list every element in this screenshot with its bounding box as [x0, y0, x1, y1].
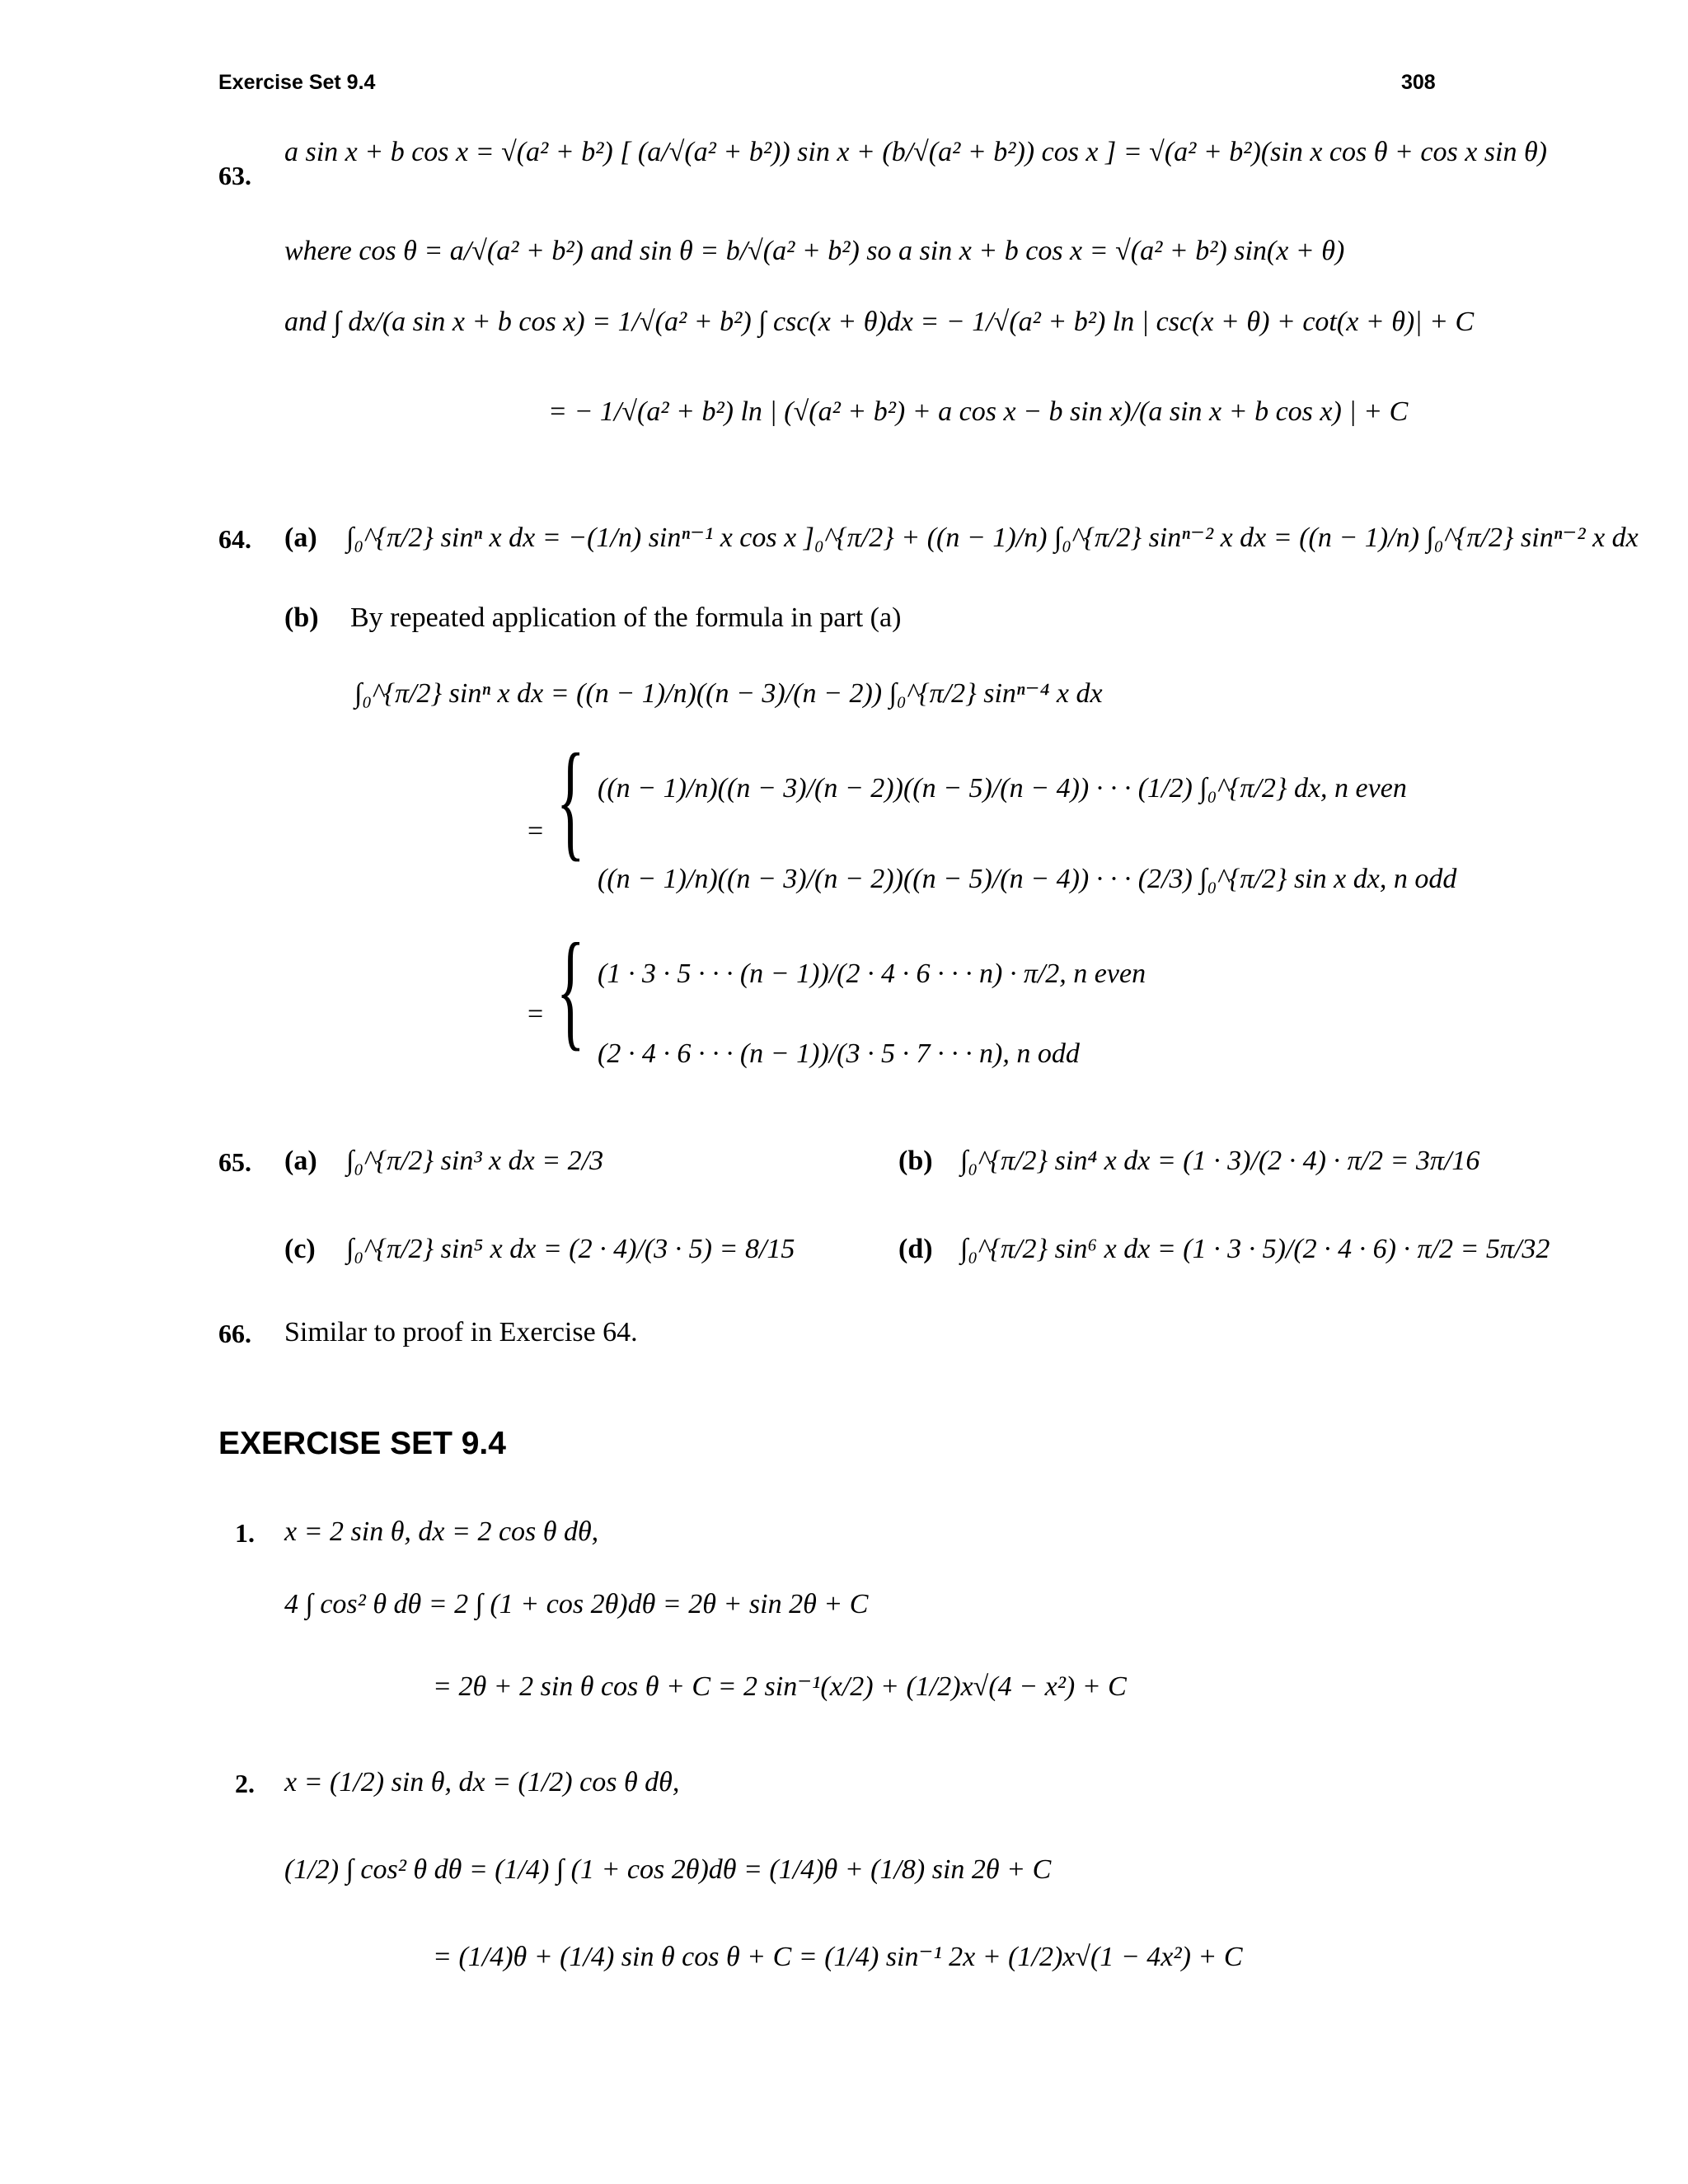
- equals-sign: =: [528, 999, 544, 1029]
- exercise-2-number: 2.: [235, 1769, 255, 1798]
- exercise-64-part-b-text: By repeated application of the formula in part (a): [350, 602, 902, 633]
- running-header-title: Exercise Set 9.4: [218, 71, 376, 94]
- exercise-64-part-b-even-case: ((n − 1)/n)((n − 3)/(n − 2))((n − 5)/(n − 4)) · · · (1/2) ∫₀^{π/2} dx, n even: [598, 773, 1407, 804]
- exercise-65-part-b: ∫₀^{π/2} sin⁴ x dx = (1 · 3)/(2 · 4) · π/2 = 3π/16: [960, 1146, 1480, 1176]
- exercise-66-text: Similar to proof in Exercise 64.: [284, 1317, 638, 1347]
- exercise-65-part-c: ∫₀^{π/2} sin⁵ x dx = (2 · 4)/(3 · 5) = 8/15: [346, 1234, 795, 1264]
- exercise-63-line-1: a sin x + b cos x = √(a² + b²) [ (a/√(a² + b²)) sin x + (b/√(a² + b²)) cos x ] = √(a² + b²)(sin x cos θ + cos x sin θ): [284, 137, 1547, 167]
- exercise-65-part-a-label: (a): [284, 1146, 317, 1176]
- exercise-65-part-d: ∫₀^{π/2} sin⁶ x dx = (1 · 3 · 5)/(2 · 4 · 6) · π/2 = 5π/32: [960, 1234, 1550, 1264]
- exercise-63-line-3: and ∫ dx/(a sin x + b cos x) = 1/√(a² + b²) ∫ csc(x + θ)dx = − 1/√(a² + b²) ln | csc(x + θ) + cot(x + θ)| + C: [284, 307, 1475, 337]
- left-brace: {: [556, 916, 585, 1062]
- exercise-63-number: 63.: [218, 161, 251, 190]
- exercise-65-part-b-label: (b): [898, 1146, 933, 1176]
- exercise-64-part-b-odd-result: (2 · 4 · 6 · · · (n − 1))/(3 · 5 · 7 · · · n), n odd: [598, 1038, 1080, 1069]
- exercise-1-number: 1.: [235, 1518, 255, 1548]
- exercise-64-number: 64.: [218, 524, 251, 554]
- exercise-65-part-a: ∫₀^{π/2} sin³ x dx = 2/3: [346, 1146, 604, 1176]
- exercise-1-line-2: 4 ∫ cos² θ dθ = 2 ∫ (1 + cos 2θ)dθ = 2θ + sin 2θ + C: [284, 1589, 869, 1619]
- exercise-1-line-1: x = 2 sin θ, dx = 2 cos θ dθ,: [284, 1516, 599, 1547]
- exercise-1-line-3: = 2θ + 2 sin θ cos θ + C = 2 sin⁻¹(x/2) + (1/2)x√(4 − x²) + C: [433, 1671, 1127, 1702]
- exercise-2-line-2: (1/2) ∫ cos² θ dθ = (1/4) ∫ (1 + cos 2θ)dθ = (1/4)θ + (1/8) sin 2θ + C: [284, 1854, 1052, 1885]
- exercise-64-part-b-line-1: ∫₀^{π/2} sinⁿ x dx = ((n − 1)/n)((n − 3)/(n − 2)) ∫₀^{π/2} sinⁿ⁻⁴ x dx: [354, 678, 1103, 709]
- exercise-2-line-3: = (1/4)θ + (1/4) sin θ cos θ + C = (1/4) sin⁻¹ 2x + (1/2)x√(1 − 4x²) + C: [433, 1942, 1243, 1972]
- exercise-64-part-a-equation: ∫₀^{π/2} sinⁿ x dx = −(1/n) sinⁿ⁻¹ x cos x ]₀^{π/2} + ((n − 1)/n) ∫₀^{π/2} sinⁿ⁻² x dx = ((n − 1)/n) ∫₀^{π/2} sinⁿ⁻² x dx: [346, 523, 1639, 553]
- section-heading: EXERCISE SET 9.4: [218, 1426, 506, 1461]
- exercise-63-line-4: = − 1/√(a² + b²) ln | (√(a² + b²) + a cos x − b sin x)/(a sin x + b cos x) | + C: [548, 396, 1409, 427]
- exercise-64-part-a-label: (a): [284, 523, 317, 553]
- page-number: 308: [1401, 71, 1436, 94]
- exercise-64-part-b-odd-case: ((n − 1)/n)((n − 3)/(n − 2))((n − 5)/(n − 4)) · · · (2/3) ∫₀^{π/2} sin x dx, n odd: [598, 864, 1457, 894]
- exercise-63-line-2: where cos θ = a/√(a² + b²) and sin θ = b/√(a² + b²) so a sin x + b cos x = √(a² + b²) sin(x + θ): [284, 236, 1345, 266]
- exercise-64-part-b-even-result: (1 · 3 · 5 · · · (n − 1))/(2 · 4 · 6 · · · n) · π/2, n even: [598, 958, 1146, 989]
- exercise-66-number: 66.: [218, 1319, 251, 1348]
- exercise-65-part-d-label: (d): [898, 1234, 933, 1264]
- exercise-65-part-c-label: (c): [284, 1234, 316, 1264]
- exercise-2-line-1: x = (1/2) sin θ, dx = (1/2) cos θ dθ,: [284, 1767, 680, 1797]
- equals-sign: =: [528, 816, 544, 846]
- left-brace: {: [556, 726, 585, 873]
- exercise-65-number: 65.: [218, 1147, 251, 1177]
- exercise-64-part-b-label: (b): [284, 602, 319, 633]
